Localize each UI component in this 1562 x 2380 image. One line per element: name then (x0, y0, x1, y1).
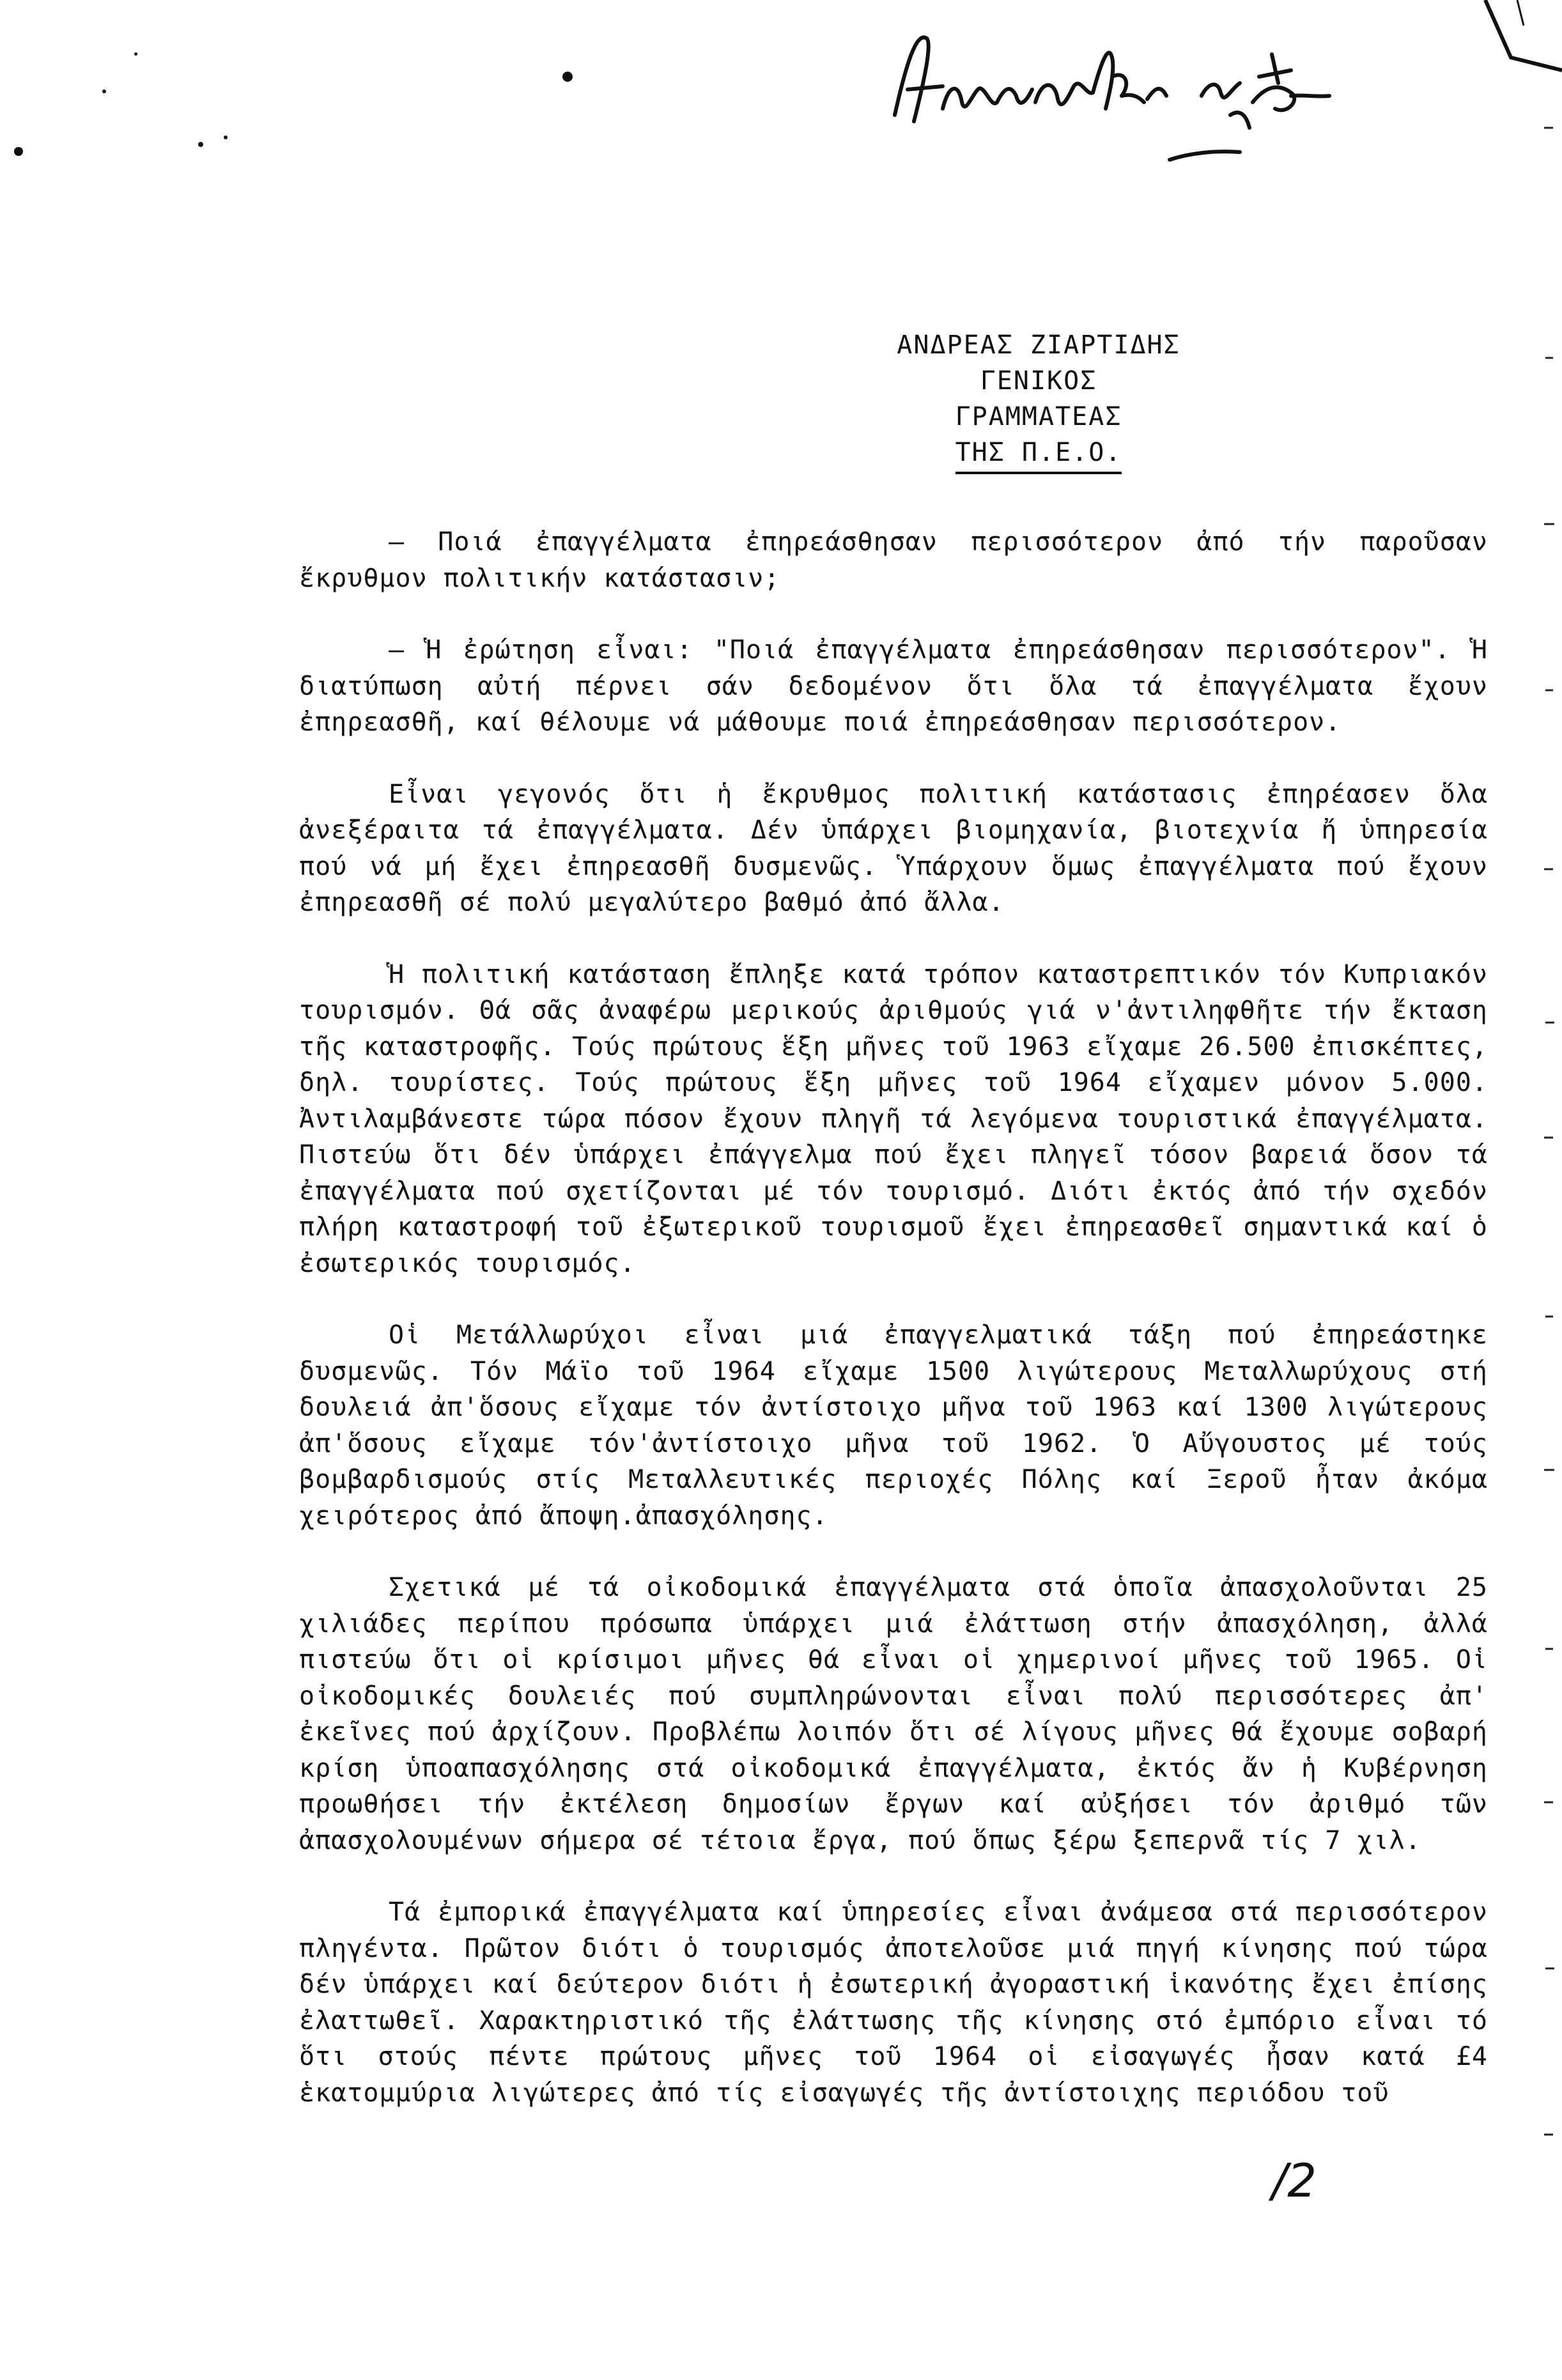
paragraph-construction: Σχετικά μέ τά οἰκοδομικά ἐπαγγέλματα στά ὁποῖα ἀπασχολοῦνται 25 χιλιάδες περίπου πρόσωπα ὑπάρχει μιά ἐλάττωση στήν ἀπασχόληση, ἀλλά πιστεύω ὅτι οἱ κρίσιμοι μῆνες θά εἶναι οἱ χημερινοί μῆνες τοῦ 1965. Οἱ οἰκοδομικές δουλειές πού συμπληρώνονται εἶναι πολύ περισσότερες ἀπ' ἐκεῖνες πού ἀρχίζουν. Προβλέπω λοιπόν ὅτι σέ λίγους μῆνες θά ἔχουμε σοβαρή κρίση ὑποαπασχόλησης στά οἰκοδομικά ἐπαγγέλματα, ἐκτός ἄν ἡ Κυβέρνηση προωθήσει τήν ἐκτέλεση δημοσίων ἔργων καί αὐξήσει τόν ἀριθμό τῶν ἀπασχολουμένων σήμερα σέ τέτοια ἔργα, πού ὅπως ξέρω ξεπερνᾶ τίς 7 χιλ. (299, 1573, 1488, 1855)
document-body (299, 524, 1488, 2147)
scan-speck (134, 52, 137, 56)
paragraph-general: Εἶναι γεγονός ὅτι ἡ ἔκρυθμος πολιτική κατάστασις ἐπηρέασεν ὅλα ἀνεξέραιτα τά ἐπαγγέλματα. Δέν ὑπάρχει βιομηχανία, βιοτεχνία ἤ ὑπηρεσία πού νά μή ἔχει ἐπηρεασθῆ δυσμενῶς. Ὑπάρχουν ὅμως ἐπαγγέλματα πού ἔχουν ἐπηρεασθῆ σέ πολύ μεγαλύτερο βαθμό ἀπό ἄλλα. (299, 779, 1488, 917)
paragraph-question: — Ποιά ἐπαγγέλματα ἐπηρεάσθησαν περισσότερον ἀπό τήν παροῦσαν ἔκρυθμον πολιτικήν κατάστασιν; (299, 527, 1488, 593)
organization-name: ΤΗΣ Π.Ε.Ο. (955, 435, 1122, 474)
scan-speck (562, 72, 573, 82)
paragraph-miners: Οἱ Μετάλλωρύχοι εἶναι μιά ἐπαγγελματικά τάξη πού ἐπηρεάστηκε δυσμενῶς. Τόν Μάϊο τοῦ 1964 εἴχαμε 1500 λιγώτερους Μεταλλωρύχους στή δουλειά ἀπ'ὅσους εἴχαμε τόν ἀντίστοιχο μῆνα τοῦ 1963 καί 1300 λιγώτερους ἀπ'ὅσους εἴχαμε τόν'ἀντίστοιχο μῆνα τοῦ 1962. Ὁ Αὔγουστος μέ τούς βομβαρδισμούς στίς Μεταλλευτικές περιοχές Πόλης καί Ξεροῦ ἦταν ἀκόμα χειρότερος ἀπό ἄποψη.ἀπασχόλησης. (299, 1320, 1488, 1531)
scan-speck (224, 135, 228, 139)
scan-speck (102, 89, 106, 93)
document-header (892, 327, 1186, 474)
scan-speck (198, 142, 203, 147)
paragraph-tourism: Ἡ πολιτική κατάσταση ἔπληξε κατά τρόπον καταστρεπτικόν τόν Κυπριακόν τουρισμόν. Θά σᾶς ἀναφέρω μερικούς ἀριθμούς γιά ν'ἀντιληφθῆτε τήν ἔκταση τῆς καταστροφῆς. Τούς πρώτους ἕξη μῆνες τοῦ 1963 εἴχαμε 26.500 ἐπισκέπτες, δηλ. τουρίστες. Τούς πρώτους ἕξη μῆνες τοῦ 1964 εἴχαμεν μόνον 5.000. Ἀντιλαμβάνεστε τώρα πόσον ἔχουν πληγῆ τά λεγόμενα τουριστικά ἐπαγγέλματα. Πιστεύω ὅτι δέν ὑπάρχει ἐπάγγελμα πού ἔχει πληγεῖ τόσον βαρειά ὅσον τά ἐπαγγέλματα πού σχετίζονται μέ τόν τουρισμό. Διότι ἐκτός ἀπό τήν σχεδόν πλήρη καταστροφή τοῦ ἐξωτερικοῦ τουρισμοῦ ἔχει ἐπηρεασθεῖ σημαντικά καί ὁ ἐσωτερικός τουρισμός. (299, 959, 1488, 1278)
paragraph-answer-intro: — Ἡ ἐρώτηση εἶναι: "Ποιά ἐπαγγέλματα ἐπηρεάσθησαν περισσότερον". Ἡ διατύπωση αὐτή πέρνει σάν δεδομένον ὅτι ὅλα τά ἐπαγγέλματα ἔχουν ἐπηρεασθῆ, καί θέλουμε νά μάθουμε ποιά ἐπηρεάσθησαν περισσότερον. (299, 635, 1488, 737)
author-name: ΑΝΔΡΕΑΣ ΖΙΑΡΤΙΔΗΣ (897, 330, 1180, 360)
scan-speck (14, 147, 23, 156)
corner-fold-mark (1473, 0, 1562, 77)
paragraph-commerce: Τά ἐμπορικά ἐπαγγέλματα καί ὑπηρεσίες εἶναι ἀνάμεσα στά περισσότερον πληγέντα. Πρῶτον διότι ὁ τουρισμός ἀποτελοῦσε μιά πηγή κίνησης πού τώρα δέν ὑπάρχει καί δεύτερον διότι ἡ ἐσωτερική ἀγοραστική ἱκανότης ἔχει ἐπίσης ἐλαττωθεῖ. Χαρακτηριστικό τῆς ἐλάττωσης τῆς κίνησης στό ἐμπόριο εἶναι τό ὅτι στούς πέντε πρώτους μῆνες τοῦ 1964 οἱ εἰσαγωγές ἦσαν κατά £4 ἑκατομμύρια λιγώτερες ἀπό τίς εἰσαγωγές τῆς ἀντίστοιχης περιόδου τοῦ (299, 1897, 1488, 2108)
page-number: /2 (1272, 2154, 1317, 2207)
author-title: ΓΕΝΙΚΟΣ ΓΡΑΜΜΑΤΕΑΣ (955, 366, 1122, 431)
scan-edge-marks (1538, 115, 1557, 2288)
handwritten-annotation (882, 19, 1342, 166)
